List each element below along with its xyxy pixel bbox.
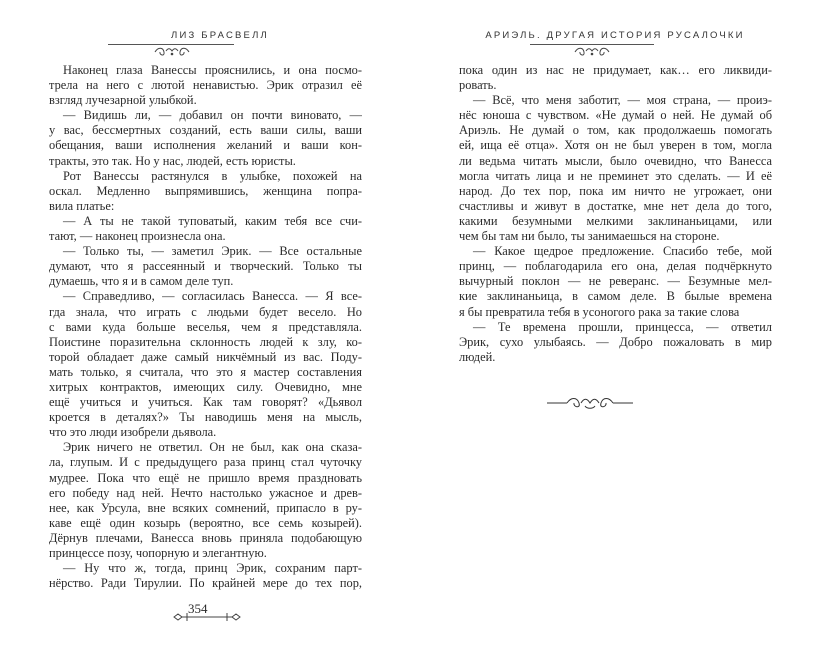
section-end-ornament-icon xyxy=(545,395,635,411)
text-line: счастливы и живут в достатке, мне нет дела до того, xyxy=(459,198,772,213)
text-line: оскал. Медленно выпрямившись, женщина попра- xyxy=(49,183,362,198)
text-line: Эрик, сухо улыбаясь. — Добро пожаловать в мир xyxy=(459,334,772,349)
page-number: 354 xyxy=(188,601,208,616)
text-line: его победу над ней. Нечто настолько ужасное и древ- xyxy=(49,485,362,500)
text-line: Наконец глаза Ванессы прояснились, и она посмо- xyxy=(63,63,362,77)
text-line: у вас, бессмертных созданий, есть ваши силы, ваши xyxy=(49,123,362,138)
text-line: гда знала, что играть с людьми будет весело. Но xyxy=(49,304,362,319)
text-line: трела на него с лютой ненавистью. Эрик отразил её xyxy=(49,78,362,93)
header-ornament-icon xyxy=(152,45,192,57)
text-line: — Справедливо, — согласилась Ванесса. — Я все- xyxy=(63,289,362,304)
text-line: — Ну что ж, тогда, принц Эрик, сохраним парт- xyxy=(63,561,362,576)
text-line: Эрик ничего не ответил. Он не был, как она сказа- xyxy=(63,440,362,455)
text-line: ровать. xyxy=(459,78,497,93)
text-line: думают, что я рассеянный и творческий. Только ты xyxy=(49,259,362,274)
text-line: нёрство. Ради Тирулии. По крайней мере до тех пор, xyxy=(49,576,362,591)
text-line: — Какое щедрое предложение. Спасибо тебе, мой xyxy=(473,244,772,259)
text-line: Дёрнув плечами, Ванесса вновь приняла подобающую xyxy=(49,530,362,545)
text-line: торой обладает даже самый никчёмный из вас. Поду- xyxy=(49,349,362,364)
text-line: людей. xyxy=(459,349,496,364)
text-line: кроется в деталях?» Ты наводишь меня на мысль, xyxy=(49,410,362,425)
text-line: что это люди изобрели дьявола. xyxy=(49,425,217,440)
text-line: нёс юноша с чувством. «Не думай о ней. Не думай об xyxy=(459,108,772,123)
text-line: взгляд лучезарной улыбкой. xyxy=(49,93,197,108)
text-line: мудрее. Пока что ещё не пришло время праздновать xyxy=(49,470,362,485)
text-line: ли ведьма читать мысли, было очевидно, что Ванесса xyxy=(459,153,772,168)
text-line: я бы превратила тебя в усоногого рака за такие слова xyxy=(459,304,740,319)
text-line: Поистине поразительна склонность людей к злу, ко- xyxy=(49,334,362,349)
text-line: ла, глупым. И с предыдущего раза принц стал чуточку xyxy=(49,455,362,470)
text-line: принцессе позу, чопорную и элегантную. xyxy=(49,546,267,560)
text-line: тракты, это так. Но у нас, людей, есть юристы. xyxy=(49,153,296,168)
text-line: нее, как Урсула, вне всяких сомнений, припасло в ру- xyxy=(49,500,362,515)
text-line: ещё учиться и учиться. Как там говорят? «Дьявол xyxy=(49,395,362,410)
header-ornament-icon xyxy=(572,45,612,57)
text-line: с вами куда больше веселья, чем я представляла. xyxy=(49,319,362,334)
text-line: хитрых контрактов, имеющих силу. Очевидно, мне xyxy=(49,379,362,394)
text-line: — Видишь ли, — добавил он почти виновато, — xyxy=(63,108,362,123)
folio-ornament-icon xyxy=(173,612,241,622)
text-line: — Только ты, — заметил Эрик. — Все остальные xyxy=(63,244,362,259)
running-head-title: АРИЭЛЬ. ДРУГАЯ ИСТОРИЯ РУСАЛОЧКИ xyxy=(485,30,745,41)
text-line: — А ты не такой туповатый, каким тебя все счи- xyxy=(63,213,362,228)
text-line: ей, ища её отца». Хотя он не был уверен в том, могла xyxy=(459,138,772,153)
text-line: — Всё, что меня заботит, — моя страна, — проиэ- xyxy=(473,93,772,108)
text-line: кие заклинаньица, в самом деле. В былые времена xyxy=(459,289,772,304)
text-line: — Те времена прошли, принцесса, — ответил xyxy=(473,319,772,334)
running-head-author: ЛИЗ БРАСВЕЛЛ xyxy=(171,30,269,41)
text-line: вычурный поклон — не реверанс. — Безумные мел- xyxy=(459,274,772,289)
text-line: думаешь, что я и в самом деле туп. xyxy=(49,274,234,289)
text-line: вила платье: xyxy=(49,198,115,213)
text-line: народ. До тех пор, пока им ничто не угрожает, они xyxy=(459,183,772,198)
text-line: каве ещё один козырь (вероятно, все семь козырей). xyxy=(49,515,362,530)
left-body-text xyxy=(49,63,362,591)
text-line: Ариэль. Не думай о том, как продолжаешь помогать xyxy=(459,123,772,138)
text-line: обещания, ваши исполнения желаний и ваши кон- xyxy=(49,138,362,153)
text-line: могла читать лица и не преминет это сделать. — И её xyxy=(459,168,772,183)
text-line: мать только, я считала, что это я мастер составления xyxy=(49,364,362,379)
right-page xyxy=(410,0,820,656)
text-line: тают, — наконец произнесла она. xyxy=(49,229,226,244)
text-line: принц, — поблагодарила его она, делая подчёркнуто xyxy=(459,259,772,274)
text-line: какими безумными мелкими заклинаньицами, или xyxy=(459,213,772,228)
right-body-text xyxy=(459,63,772,365)
text-line: пока один из нас не придумает, как… его ликвиди- xyxy=(459,63,772,77)
text-line: Рот Ванессы растянулся в улыбке, похожей на xyxy=(63,168,362,183)
text-line: чем бы там ни было, ты занимаешься на стороне. xyxy=(459,229,720,244)
